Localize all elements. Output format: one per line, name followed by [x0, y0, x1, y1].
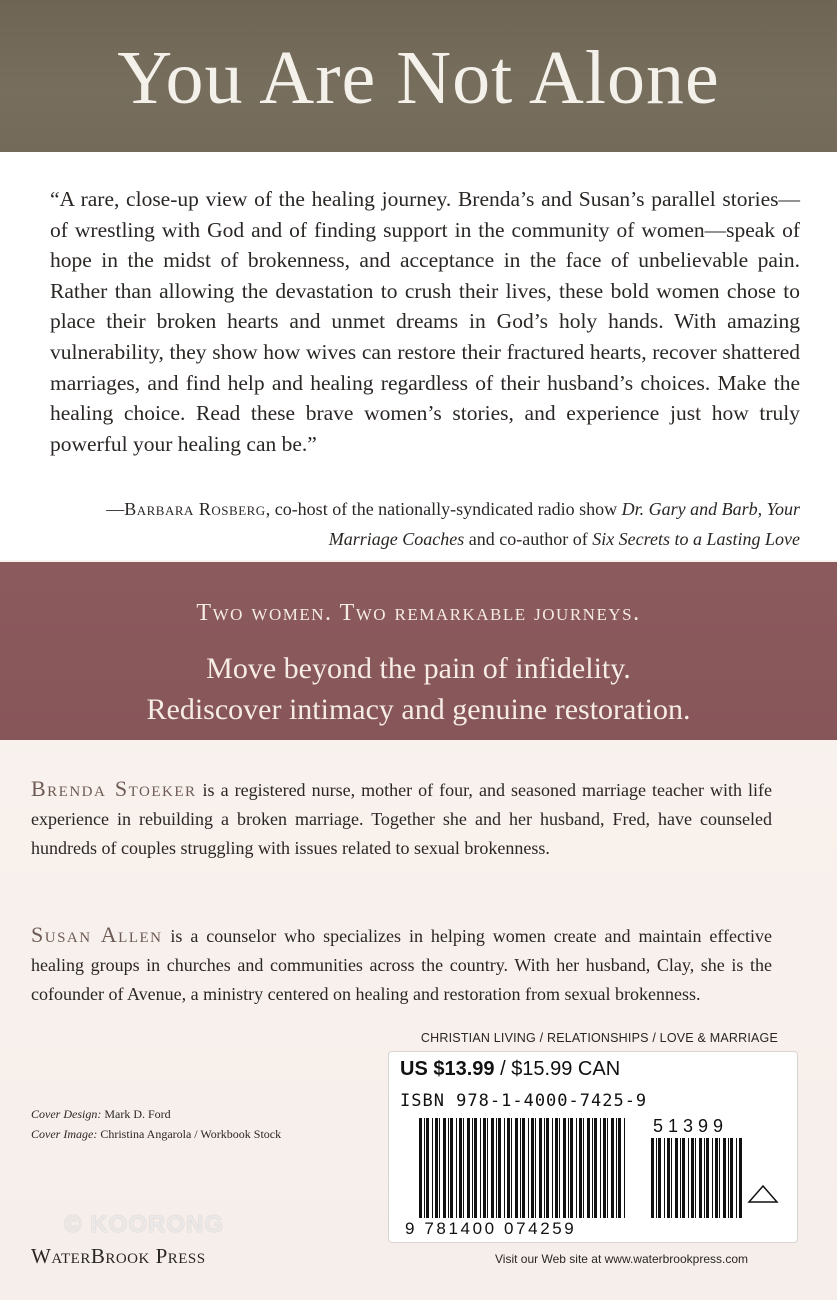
barcode-bar [594, 1118, 597, 1218]
barcode-bar [624, 1118, 625, 1218]
barcode-bar [504, 1118, 505, 1218]
barcode-bar [535, 1118, 536, 1218]
barcode-bar [474, 1118, 477, 1218]
attribution-text-2: and co-author of [464, 529, 593, 549]
barcode-bar [579, 1118, 582, 1218]
barcode-bar [515, 1118, 518, 1218]
barcode-bar [424, 1118, 425, 1218]
author-name-2: Susan Allen [31, 922, 163, 947]
barcode-bar [496, 1118, 497, 1218]
barcode-bar [616, 1118, 617, 1218]
barcode-bar [592, 1118, 593, 1218]
price-can: $15.99 CAN [511, 1058, 621, 1080]
barcode-bar [539, 1118, 542, 1218]
tagline-line-1: Move beyond the pain of infidelity. [206, 652, 631, 685]
barcode-bar [507, 1118, 510, 1218]
barcode-bar [600, 1118, 601, 1218]
barcode-bar [680, 1138, 681, 1218]
barcode-bar [603, 1118, 606, 1218]
barcode-bar [439, 1118, 440, 1218]
barcode-bar [463, 1118, 464, 1218]
barcode-bar [480, 1118, 481, 1218]
barcode-bar [618, 1118, 621, 1218]
website-label: Visit our Web site at www.waterbrookpress.com [495, 1252, 748, 1266]
barcode-bar [487, 1118, 488, 1218]
radio-show-title: Dr. Gary and Barb, Your Marriage Coaches [328, 499, 800, 549]
barcode-bar [691, 1138, 694, 1218]
tagline-heading: Two women. Two remarkable journeys. [196, 600, 641, 626]
endorsement-quote: “A rare, close-up view of the healing journey. Brenda’s and Susan’s parallel stories—of wrestling with God and of finding support in the community of women—speak of hope in the midst of brokenness, and acceptance in the face of unbelievable pain. Rather than allowing the devastation to crush their lives, these bold women chose to place their broken hearts and unmet dreams in God’s holy hands. With amazing vulnerability, they show how wives can restore their fractured hearts, recover shattered marriages, and find help and healing regardless of their husband’s choices. Make the healing choice. Read these brave women’s stories, and experience just how truly powerful your healing can be.” [50, 187, 800, 456]
koorong-watermark: © KOORONG [64, 1211, 225, 1238]
author-bio-text-2: is a counselor who specializes in helping women create and maintain effective healing groups in churches and communities across the country. With her husband, Clay, she is the cofounder of Avenue, a ministry centered on healing and restoration from sexual brokenness. [31, 926, 772, 1004]
price-label [400, 1058, 620, 1081]
barcode-bar [456, 1118, 457, 1218]
barcode-bar [712, 1138, 713, 1218]
barcode-bar [435, 1118, 438, 1218]
barcode-bar [728, 1138, 729, 1218]
cover-credits [31, 1104, 351, 1144]
price-separator: / [494, 1058, 512, 1080]
cover-design-label: Cover Design: [31, 1107, 102, 1121]
barcode-bar [664, 1138, 665, 1218]
barcode-bar [723, 1138, 726, 1218]
barcode-bar [491, 1118, 494, 1218]
barcode-bar [611, 1118, 614, 1218]
barcode-bar [695, 1138, 696, 1218]
barcode-bar [459, 1118, 462, 1218]
author-bio-text-1: is a registered nurse, mother of four, and seasoned marriage teacher with life experience in rebuilding a broken marriage. Together she and her husband, Fred, have counseled hundreds of couples struggling with issues related to sexual brokenness. [31, 780, 772, 858]
barcode-bar [570, 1118, 573, 1218]
cover-title: You Are Not Alone [117, 36, 720, 120]
cover-image-label: Cover Image: [31, 1127, 98, 1141]
barcode-bar [498, 1118, 501, 1218]
barcode-bar [715, 1138, 718, 1218]
endorsement-attribution [60, 494, 800, 554]
endorser-name: Barbara Rosberg [124, 499, 266, 519]
barcode-bar [699, 1138, 702, 1218]
addon-digits: 51399 [653, 1116, 729, 1136]
barcode-bar [448, 1118, 449, 1218]
cover-image-name: Christina Angarola / Workbook Stock [97, 1127, 282, 1141]
barcode-bar [651, 1138, 654, 1218]
attribution-dash: — [106, 499, 125, 519]
barcode-bar [472, 1118, 473, 1218]
barcode-digits: 9 781400 074259 [405, 1219, 577, 1238]
barcode-bar [544, 1118, 545, 1218]
tagline-line-2: Rediscover intimacy and genuine restoration. [146, 693, 691, 726]
barcode-bar [675, 1138, 678, 1218]
barcode-bar [719, 1138, 720, 1218]
cover-design-name: Mark D. Ford [101, 1107, 171, 1121]
barcode-bar [576, 1118, 577, 1218]
barcode-bar [688, 1138, 689, 1218]
barcode-bar [467, 1118, 470, 1218]
author-bio-2 [31, 920, 772, 1009]
barcode-bar [555, 1118, 558, 1218]
barcode-bar [736, 1138, 737, 1218]
barcode-bar [583, 1118, 584, 1218]
barcode-bar [483, 1118, 486, 1218]
isbn-label: ISBN 978-1-4000-7425-9 [400, 1091, 648, 1111]
category-label: CHRISTIAN LIVING / RELATIONSHIPS / LOVE & MARRIAGE [420, 1031, 778, 1045]
barcode-bar [704, 1138, 705, 1218]
triangle-mark [749, 1186, 777, 1202]
barcode-bar [671, 1138, 672, 1218]
barcode-bar [607, 1118, 608, 1218]
author-bio-1 [31, 774, 772, 863]
barcode-bar [520, 1118, 521, 1218]
barcode-bar [552, 1118, 553, 1218]
barcode-bar [587, 1118, 590, 1218]
barcode [405, 1114, 790, 1239]
barcode-bar [563, 1118, 566, 1218]
main-barcode-bars [419, 1118, 625, 1218]
barcode-bar [546, 1118, 549, 1218]
barcode-bar [730, 1138, 733, 1218]
barcode-bar [559, 1118, 560, 1218]
barcode-bar [419, 1118, 422, 1218]
attribution-text-1: , co-host of the nationally-syndicated radio show [265, 499, 622, 519]
price-us: US $13.99 [400, 1058, 495, 1080]
barcode-bar [568, 1118, 569, 1218]
barcode-bar [658, 1138, 661, 1218]
barcode-bar [656, 1138, 657, 1218]
barcode-bar [443, 1118, 446, 1218]
barcode-bar [522, 1118, 525, 1218]
cover-image-credit [31, 1124, 351, 1144]
addon-barcode-bars [651, 1138, 742, 1218]
barcode-bar [511, 1118, 512, 1218]
barcode-bar [667, 1138, 670, 1218]
barcode-bar [739, 1138, 742, 1218]
barcode-bar [528, 1118, 529, 1218]
barcode-bar [682, 1138, 685, 1218]
cover-design-credit [31, 1104, 351, 1124]
book-title: Six Secrets to a Lasting Love [592, 529, 800, 549]
barcode-bar [531, 1118, 534, 1218]
barcode-bar [706, 1138, 709, 1218]
barcode-bar [432, 1118, 433, 1218]
author-name-1: Brenda Stoeker [31, 776, 197, 801]
publisher-name: WaterBrook Press [31, 1244, 206, 1268]
barcode-bar [450, 1118, 453, 1218]
barcode-bar [426, 1118, 429, 1218]
